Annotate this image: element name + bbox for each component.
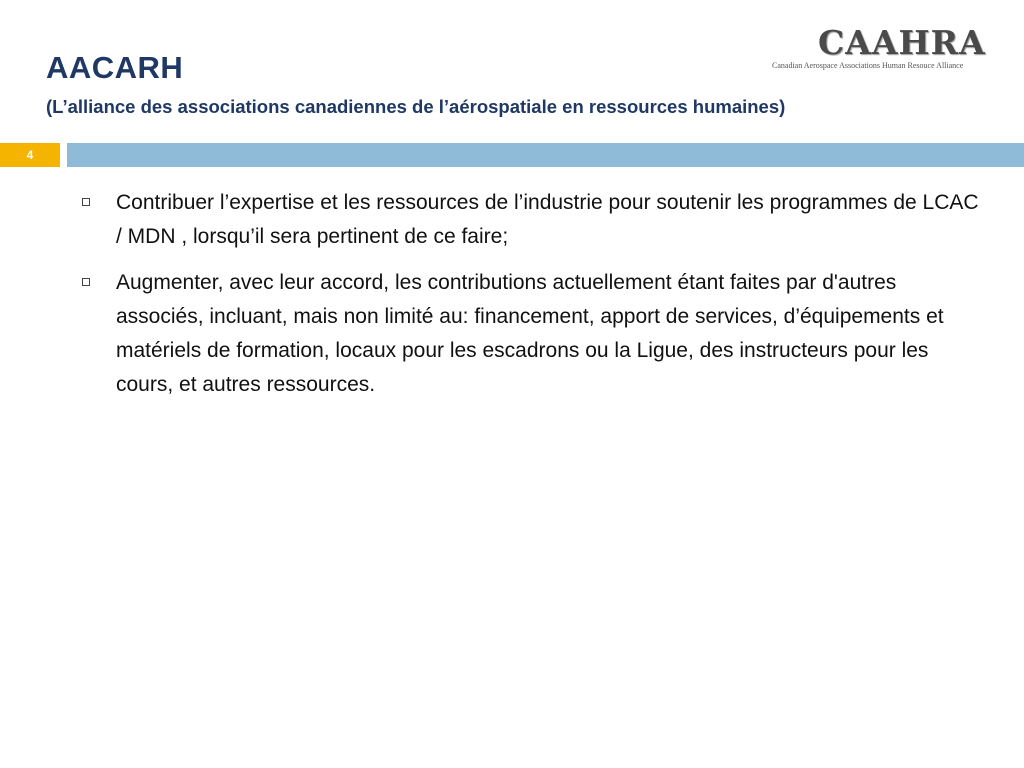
- bullet-text: Contribuer l’expertise et les ressources de l’industrie pour soutenir les programmes de LCAC / MDN , lorsqu’il sera pertinent de ce faire;: [116, 191, 979, 248]
- logo-name: CAAHRA: [818, 23, 986, 62]
- logo-tagline: Canadian Aerospace Associations Human Resouce Alliance: [772, 61, 964, 70]
- slide-subtitle: (L’alliance des associations canadiennes de l’aérospatiale en ressources humaines): [46, 96, 786, 117]
- square-bullet-icon: [82, 198, 90, 206]
- caahra-logo: [768, 24, 1014, 74]
- accent-bar: [67, 143, 1024, 167]
- bullet-item: [80, 266, 980, 402]
- slide-title: AACARH: [46, 50, 184, 85]
- bullet-list: [80, 186, 980, 414]
- slide-number: 4: [0, 143, 60, 167]
- bullet-item: [80, 186, 980, 254]
- square-bullet-icon: [82, 278, 90, 286]
- bullet-text: Augmenter, avec leur accord, les contributions actuellement étant faites par d'autres associés, incluant, mais non limité au: financement, apport de services, d’équipements et matériels de formation, locaux pour les escadrons ou la Ligue, des instructeurs pour les cours, et autres ressources.: [116, 271, 944, 396]
